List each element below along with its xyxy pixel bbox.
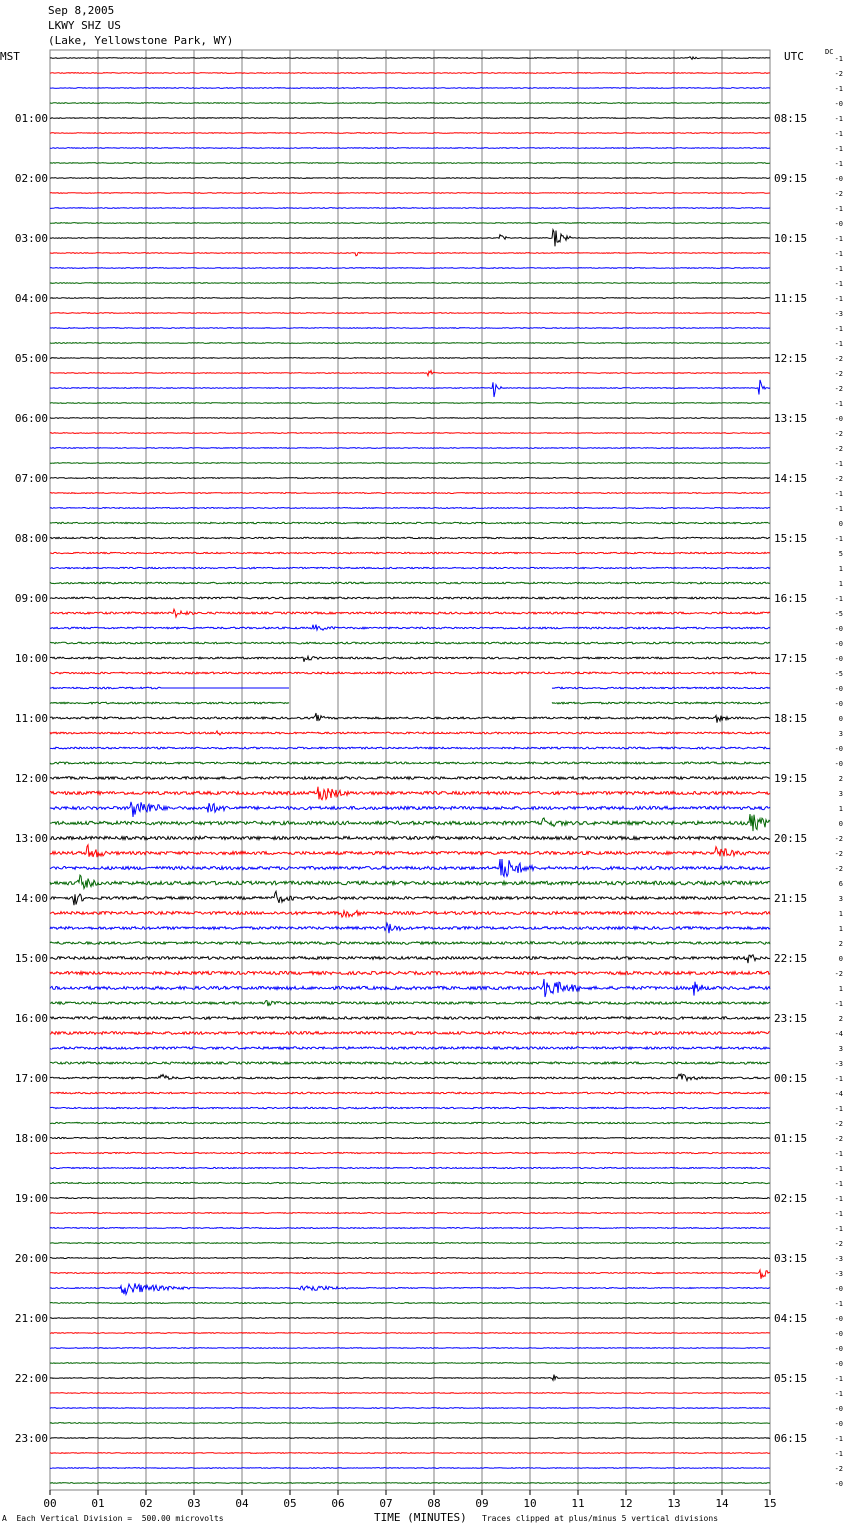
utc-hour-label: 13:15 — [774, 412, 808, 425]
seismic-trace — [50, 597, 770, 599]
mst-hour-label: 04:00 — [14, 292, 48, 305]
dc-offset-label: -1 — [834, 1300, 843, 1308]
mst-hour-label: 08:00 — [14, 532, 48, 545]
utc-hour-label: 12:15 — [774, 352, 808, 365]
station-code: LKWY SHZ US — [48, 19, 121, 32]
seismic-trace — [50, 875, 770, 888]
dc-offset-label: 0 — [838, 715, 843, 723]
seismic-trace — [50, 1017, 770, 1020]
left-timezone-label: MST — [0, 50, 20, 63]
seismic-trace — [50, 343, 770, 344]
utc-hour-label: 02:15 — [774, 1192, 808, 1205]
utc-hour-label: 11:15 — [774, 292, 808, 305]
dc-offset-label: -5 — [834, 670, 843, 678]
dc-offset-label: -2 — [834, 370, 843, 378]
dc-offset-label: -1 — [834, 55, 843, 63]
right-timezone-label: UTC — [784, 50, 804, 63]
seismic-trace — [50, 1137, 770, 1138]
dc-offset-label: -1 — [834, 85, 843, 93]
seismic-trace — [50, 1393, 770, 1394]
dc-offset-label: -0 — [834, 1330, 843, 1338]
dc-offset-label: -1 — [834, 160, 843, 168]
x-tick-label: 09 — [475, 1497, 489, 1510]
utc-hour-label: 22:15 — [774, 952, 808, 965]
dc-offset-label: -2 — [834, 1135, 843, 1143]
seismic-trace — [50, 1228, 770, 1229]
dc-offset-label: 1 — [838, 565, 843, 573]
utc-hour-label: 10:15 — [774, 232, 808, 245]
seismic-trace — [50, 433, 770, 434]
x-tick-label: 02 — [139, 1497, 153, 1510]
utc-hour-label: 05:15 — [774, 1372, 808, 1385]
seismic-trace — [50, 1483, 770, 1484]
dc-offset-label: -2 — [834, 1240, 843, 1248]
seismic-trace — [50, 1074, 770, 1081]
seismic-trace — [50, 163, 770, 164]
dc-offset-label: -1 — [834, 595, 843, 603]
dc-offset-label: -1 — [834, 505, 843, 513]
x-tick-label: 14 — [715, 1497, 729, 1510]
x-tick-label: 05 — [283, 1497, 297, 1510]
dc-offset-label: -1 — [834, 235, 843, 243]
seismic-trace — [50, 1047, 770, 1049]
mst-hour-label: 11:00 — [14, 712, 48, 725]
dc-offset-label: -0 — [834, 1285, 843, 1293]
dc-offset-label: 2 — [838, 1015, 843, 1023]
dc-offset-label: -0 — [834, 220, 843, 228]
dc-offset-label: -4 — [834, 1030, 843, 1038]
seismic-trace — [50, 955, 770, 963]
seismic-trace — [50, 1198, 770, 1199]
seismic-trace — [50, 552, 770, 553]
seismic-trace — [50, 942, 770, 945]
seismic-trace — [50, 193, 770, 194]
seismic-trace — [50, 493, 770, 494]
dc-offset-label: 1 — [838, 925, 843, 933]
seismic-trace — [50, 731, 770, 735]
utc-hour-label: 16:15 — [774, 592, 808, 605]
mst-hour-label: 05:00 — [14, 352, 48, 365]
seismic-trace — [50, 1062, 770, 1064]
dc-offset-label: -2 — [834, 355, 843, 363]
dc-offset-label: -1 — [834, 205, 843, 213]
plot-date: Sep 8,2005 — [48, 4, 115, 17]
dc-offset-header: DC — [825, 48, 834, 56]
dc-offset-label: -1 — [834, 130, 843, 138]
dc-offset-label: 0 — [838, 820, 843, 828]
seismic-trace — [50, 836, 770, 839]
dc-offset-label: -2 — [834, 835, 843, 843]
seismic-trace — [50, 911, 770, 918]
dc-offset-label: -0 — [834, 685, 843, 693]
dc-offset-label: -2 — [834, 190, 843, 198]
footer-mark: A — [2, 1514, 7, 1523]
dc-offset-label: -1 — [834, 1450, 843, 1458]
dc-offset-label: -1 — [834, 295, 843, 303]
seismic-trace — [50, 1318, 770, 1319]
seismic-trace — [50, 1032, 770, 1035]
seismic-trace — [50, 1468, 770, 1469]
x-tick-label: 11 — [571, 1497, 585, 1510]
seismic-trace — [50, 625, 770, 631]
seismic-trace — [50, 971, 770, 974]
x-tick-label: 06 — [331, 1497, 345, 1510]
dc-offset-label: -1 — [834, 535, 843, 543]
vertical-scale-label: Each Vertical Division = 500.00 microvolts — [16, 1514, 224, 1523]
dc-offset-label: -0 — [834, 1345, 843, 1353]
dc-offset-label: -0 — [834, 100, 843, 108]
x-tick-label: 00 — [43, 1497, 57, 1510]
dc-offset-label: -2 — [834, 385, 843, 393]
dc-offset-label: 5 — [838, 550, 843, 558]
seismic-trace — [50, 1303, 770, 1304]
station-location: (Lake, Yellowstone Park, WY) — [48, 34, 234, 47]
seismic-trace — [50, 777, 770, 780]
utc-hour-label: 01:15 — [774, 1132, 808, 1145]
mst-hour-label: 20:00 — [14, 1252, 48, 1265]
seismic-trace — [50, 178, 770, 179]
dc-offset-label: 2 — [838, 940, 843, 948]
seismic-trace — [50, 1453, 770, 1454]
dc-offset-label: -1 — [834, 1180, 843, 1188]
utc-hour-label: 15:15 — [774, 532, 808, 545]
utc-hour-label: 18:15 — [774, 712, 808, 725]
mst-hour-label: 21:00 — [14, 1312, 48, 1325]
utc-hour-label: 19:15 — [774, 772, 808, 785]
seismic-trace — [50, 1283, 770, 1294]
seismic-trace — [50, 923, 770, 933]
utc-hour-label: 04:15 — [774, 1312, 808, 1325]
dc-offset-label: -0 — [834, 745, 843, 753]
dc-offset-label: -2 — [834, 1465, 843, 1473]
seismic-trace — [50, 403, 770, 404]
mst-hour-label: 17:00 — [14, 1072, 48, 1085]
dc-offset-label: 2 — [838, 775, 843, 783]
seismic-trace — [50, 283, 770, 284]
x-tick-label: 15 — [763, 1497, 777, 1510]
seismic-trace — [50, 802, 770, 817]
mst-hour-label: 15:00 — [14, 952, 48, 965]
dc-offset-label: -1 — [834, 1000, 843, 1008]
seismic-trace — [50, 582, 770, 584]
x-axis-label: TIME (MINUTES) — [374, 1511, 467, 1524]
dc-offset-label: -3 — [834, 1255, 843, 1263]
seismic-trace — [50, 148, 770, 149]
seismic-trace — [50, 1001, 770, 1007]
utc-hour-label: 08:15 — [774, 112, 808, 125]
seismic-trace — [50, 1092, 770, 1094]
x-tick-label: 03 — [187, 1497, 201, 1510]
dc-offset-label: 6 — [838, 880, 843, 888]
utc-hour-label: 09:15 — [774, 172, 808, 185]
dc-offset-label: -1 — [834, 250, 843, 258]
seismic-trace — [50, 1270, 770, 1279]
footer-scale — [2, 1514, 224, 1523]
dc-offset-label: -2 — [834, 865, 843, 873]
dc-offset-label: -0 — [834, 1480, 843, 1488]
utc-hour-label: 00:15 — [774, 1072, 808, 1085]
dc-offset-label: 3 — [838, 1045, 843, 1053]
dc-offset-label: -0 — [834, 175, 843, 183]
mst-hour-label: 19:00 — [14, 1192, 48, 1205]
seismic-trace — [50, 891, 770, 905]
seismic-trace — [50, 252, 770, 256]
utc-hour-label: 23:15 — [774, 1012, 808, 1025]
dc-offset-label: -1 — [834, 1150, 843, 1158]
dc-offset-label: -4 — [834, 1090, 843, 1098]
dc-offset-label: -0 — [834, 1405, 843, 1413]
dc-offset-label: 1 — [838, 580, 843, 588]
x-tick-label: 04 — [235, 1497, 249, 1510]
seismic-trace — [50, 567, 770, 568]
dc-offset-label: -2 — [834, 445, 843, 453]
x-tick-label: 10 — [523, 1497, 537, 1510]
dc-offset-label: -2 — [834, 850, 843, 858]
x-tick-label: 08 — [427, 1497, 441, 1510]
seismic-trace — [50, 1107, 770, 1108]
seismic-trace — [50, 1438, 770, 1439]
seismic-trace — [50, 522, 770, 523]
dc-offset-label: -2 — [834, 970, 843, 978]
seismic-trace — [50, 814, 770, 831]
dc-offset-label: 3 — [838, 730, 843, 738]
x-tick-label: 07 — [379, 1497, 393, 1510]
dc-offset-label: -2 — [834, 475, 843, 483]
dc-offset-label: -0 — [834, 640, 843, 648]
mst-hour-label: 06:00 — [14, 412, 48, 425]
seismic-trace — [50, 859, 770, 876]
dc-offset-label: -1 — [834, 400, 843, 408]
dc-offset-label: -0 — [834, 1420, 843, 1428]
dc-offset-label: 1 — [838, 805, 843, 813]
dc-offset-label: -0 — [834, 1360, 843, 1368]
seismic-trace — [50, 1375, 770, 1381]
seismic-trace — [50, 208, 770, 209]
utc-hour-label: 03:15 — [774, 1252, 808, 1265]
dc-offset-label: -1 — [834, 115, 843, 123]
seismic-trace — [50, 230, 770, 247]
seismic-trace — [50, 298, 770, 299]
mst-hour-label: 01:00 — [14, 112, 48, 125]
seismic-trace — [50, 1167, 770, 1168]
dc-offset-label: -3 — [834, 1270, 843, 1278]
dc-offset-label: -1 — [834, 1195, 843, 1203]
mst-hour-label: 03:00 — [14, 232, 48, 245]
seismic-trace — [50, 57, 770, 60]
mst-hour-label: 14:00 — [14, 892, 48, 905]
dc-offset-label: -1 — [834, 1390, 843, 1398]
seismic-trace — [50, 1363, 770, 1364]
mst-hour-label: 02:00 — [14, 172, 48, 185]
seismic-trace — [50, 713, 770, 723]
seismic-trace — [50, 687, 770, 689]
dc-offset-label: -1 — [834, 1435, 843, 1443]
mst-hour-label: 12:00 — [14, 772, 48, 785]
mst-hour-label: 07:00 — [14, 472, 48, 485]
seismic-trace — [50, 313, 770, 314]
seismic-trace — [50, 478, 770, 479]
dc-offset-label: -0 — [834, 415, 843, 423]
dc-offset-label: -0 — [834, 1315, 843, 1323]
utc-hour-label: 14:15 — [774, 472, 808, 485]
clipping-note: Traces clipped at plus/minus 5 vertical divisions — [482, 1514, 719, 1523]
mst-hour-label: 23:00 — [14, 1432, 48, 1445]
seismic-trace — [50, 1243, 770, 1244]
seismic-trace — [50, 1423, 770, 1424]
dc-offset-label: 1 — [838, 910, 843, 918]
utc-hour-label: 06:15 — [774, 1432, 808, 1445]
seismic-trace — [50, 747, 770, 749]
dc-offset-label: 1 — [838, 985, 843, 993]
seismic-trace — [50, 642, 770, 644]
seismic-trace — [50, 463, 770, 464]
utc-hour-label: 21:15 — [774, 892, 808, 905]
seismic-trace — [50, 1213, 770, 1214]
dc-offset-label: -3 — [834, 310, 843, 318]
dc-offset-label: -0 — [834, 655, 843, 663]
seismic-trace — [50, 1152, 770, 1153]
seismic-trace — [50, 328, 770, 329]
seismic-trace — [50, 1122, 770, 1123]
seismic-trace — [50, 223, 770, 224]
seismic-trace — [50, 371, 770, 376]
seismic-trace — [50, 537, 770, 538]
dc-offset-label: -0 — [834, 625, 843, 633]
seismic-trace — [50, 845, 770, 857]
dc-offset-label: -1 — [834, 1210, 843, 1218]
dc-offset-label: -2 — [834, 1120, 843, 1128]
seismic-trace — [50, 73, 770, 74]
dc-offset-label: -2 — [834, 430, 843, 438]
mst-hour-label: 10:00 — [14, 652, 48, 665]
seismic-trace — [50, 762, 770, 764]
x-tick-label: 01 — [91, 1497, 105, 1510]
x-tick-label: 12 — [619, 1497, 633, 1510]
dc-offset-label: 3 — [838, 790, 843, 798]
dc-offset-label: -1 — [834, 340, 843, 348]
dc-offset-label: 3 — [838, 895, 843, 903]
seismic-trace — [50, 1258, 770, 1259]
seismic-trace — [50, 448, 770, 449]
seismic-trace — [50, 380, 770, 397]
seismic-trace — [50, 1348, 770, 1349]
dc-offset-label: -1 — [834, 1225, 843, 1233]
seismic-trace — [50, 133, 770, 134]
mst-hour-label: 09:00 — [14, 592, 48, 605]
seismic-trace — [50, 787, 770, 800]
utc-hour-label: 20:15 — [774, 832, 808, 845]
x-tick-label: 13 — [667, 1497, 681, 1510]
dc-offset-label: 0 — [838, 955, 843, 963]
dc-offset-label: -1 — [834, 325, 843, 333]
dc-offset-label: -1 — [834, 265, 843, 273]
mst-hour-label: 13:00 — [14, 832, 48, 845]
utc-hour-label: 17:15 — [774, 652, 808, 665]
dc-offset-label: -1 — [834, 1165, 843, 1173]
seismic-trace — [50, 358, 770, 359]
seismic-trace — [50, 702, 770, 704]
mst-hour-label: 22:00 — [14, 1372, 48, 1385]
dc-offset-label: -1 — [834, 145, 843, 153]
dc-offset-label: 0 — [838, 520, 843, 528]
seismic-trace — [50, 88, 770, 89]
seismic-trace — [50, 1333, 770, 1334]
mst-hour-label: 16:00 — [14, 1012, 48, 1025]
dc-offset-label: -1 — [834, 280, 843, 288]
mst-hour-label: 18:00 — [14, 1132, 48, 1145]
dc-offset-label: -3 — [834, 1060, 843, 1068]
seismic-trace — [50, 1408, 770, 1409]
dc-offset-label: -1 — [834, 490, 843, 498]
seismic-trace — [50, 672, 770, 674]
dc-offset-label: -1 — [834, 1075, 843, 1083]
dc-offset-label: -5 — [834, 610, 843, 618]
seismic-trace — [50, 609, 770, 617]
seismic-trace — [50, 268, 770, 269]
seismic-trace — [50, 508, 770, 509]
dc-offset-label: -1 — [834, 460, 843, 468]
seismic-trace — [50, 118, 770, 119]
dc-offset-label: -1 — [834, 1375, 843, 1383]
seismic-trace — [50, 103, 770, 104]
dc-offset-label: -2 — [834, 70, 843, 78]
seismic-trace — [50, 656, 770, 662]
seismic-trace — [50, 979, 770, 997]
seismic-trace — [50, 1182, 770, 1183]
dc-offset-label: -0 — [834, 760, 843, 768]
seismic-trace — [50, 418, 770, 419]
dc-offset-label: -0 — [834, 700, 843, 708]
dc-offset-label: -1 — [834, 1105, 843, 1113]
